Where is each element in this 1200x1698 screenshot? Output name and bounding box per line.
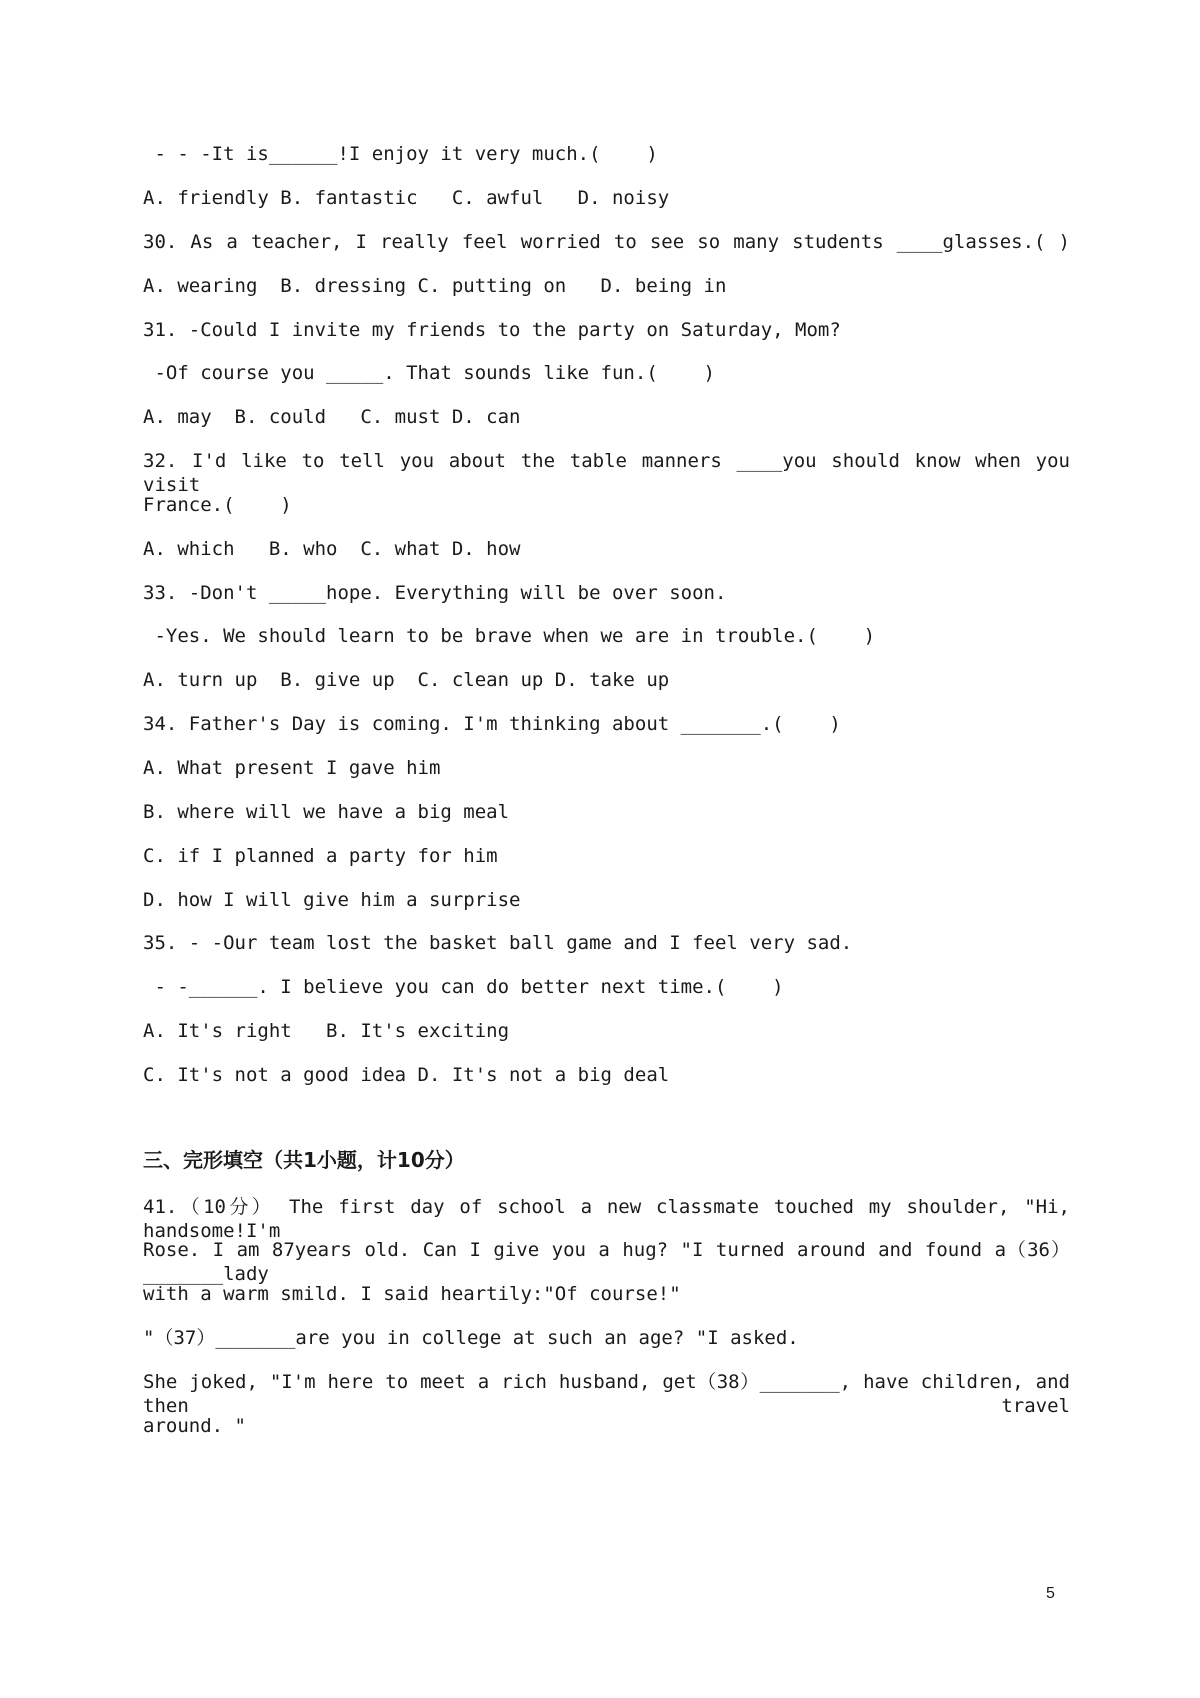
passage-line: 41.（10分） The first day of school a new classmate touched my shoulder, "Hi, handsome!I'm [143,1196,1070,1242]
page-number: 5 [1046,1585,1055,1602]
question-31-dialogue-line: -Of course you _____. That sounds like fun.( ) [143,362,715,384]
question-35-stem: 35. - -Our team lost the basket ball game and I feel very sad. [143,932,853,954]
question-34-option-c: C. if I planned a party for him [143,845,498,867]
question-34-stem: 34. Father's Day is coming. I'm thinking about _______.( ) [143,713,841,735]
question-31-stem: 31. -Could I invite my friends to the party on Saturday, Mom? [143,319,841,341]
question-31-options: A. may B. could C. must D. can [143,406,521,428]
question-32-options: A. which B. who C. what D. how [143,538,521,560]
question-35-options-cd: C. It's not a good idea D. It's not a big deal [143,1064,670,1086]
question-34-option-a: A. What present I gave him [143,757,441,779]
question-32-stem-continued: France.( ) [143,494,292,516]
passage-line: Rose. I am 87years old. Can I give you a hug? "I turned around and found a（36）_______lady [143,1239,1070,1285]
question-34-option-b: B. where will we have a big meal [143,801,510,823]
question-35-dialogue-line: - -______. I believe you can do better next time.( ) [143,976,784,998]
question-34-option-d: D. how I will give him a surprise [143,889,521,911]
section-title: 三、完形填空（共1小题，计10分） [143,1148,465,1172]
passage-line: with a warm smild. I said heartily:"Of course!" [143,1283,681,1305]
question-35-options-ab: A. It's right B. It's exciting [143,1020,510,1042]
question-30-options: A. wearing B. dressing C. putting on D. being in [143,275,727,297]
passage-line: She joked, "I'm here to meet a rich husband, get（38）_______, have children, and then travel [143,1371,1070,1417]
question-33-options: A. turn up B. give up C. clean up D. take up [143,669,670,691]
passage-line: around. " [143,1415,246,1437]
passage-line: "（37）_______are you in college at such an age? "I asked. [143,1327,799,1349]
question-29-options: A. friendly B. fantastic C. awful D. noisy [143,187,670,209]
question-33-dialogue-line: -Yes. We should learn to be brave when we are in trouble.( ) [143,625,876,647]
question-33-stem: 33. -Don't _____hope. Everything will be over soon. [143,582,727,604]
question-29-dialogue-line: - - -It is______!I enjoy it very much.( ) [143,143,658,165]
question-32-stem: 32. I'd like to tell you about the table manners ____you should know when you visit [143,450,1070,496]
question-30-stem: 30. As a teacher, I really feel worried to see so many students ____glasses.( ) [143,231,1070,253]
